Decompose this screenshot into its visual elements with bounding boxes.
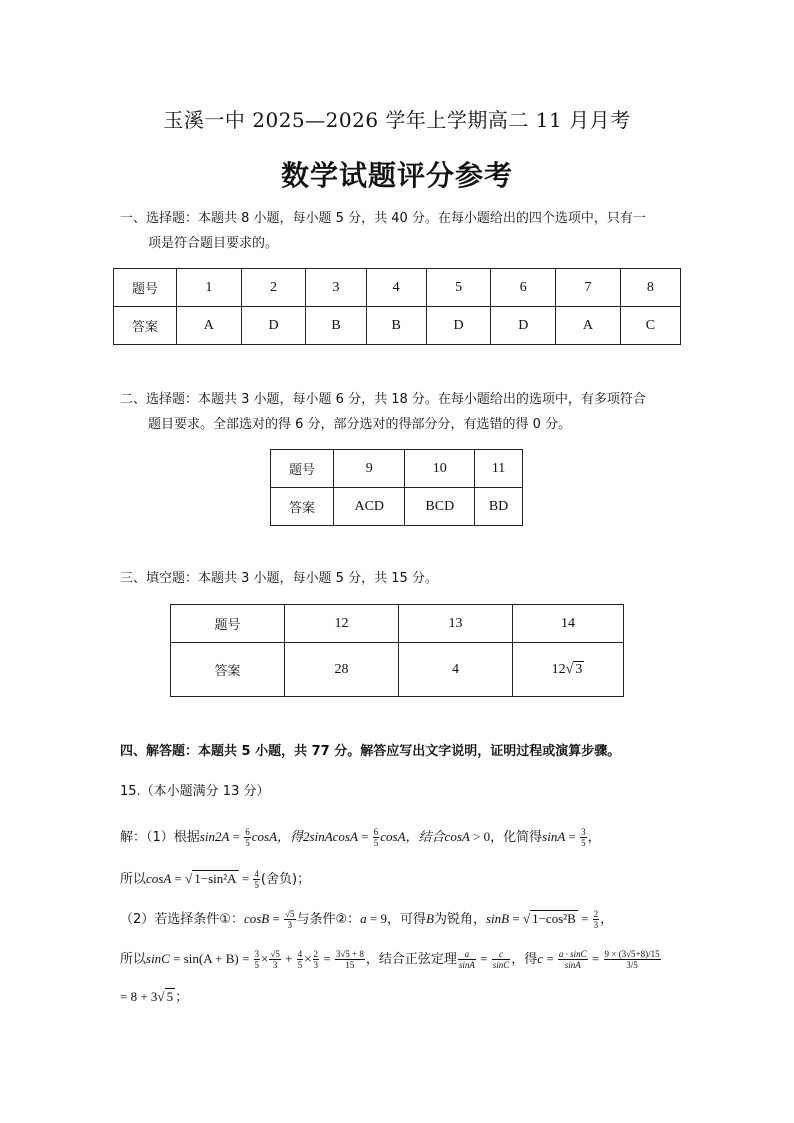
fraction: $\frac{4}{5}$	[297, 949, 303, 970]
answer-cell: D	[491, 307, 556, 345]
math-expr: cosA，结合	[380, 829, 445, 844]
fraction: $\frac{3}{5}$	[581, 827, 586, 848]
solution-text: 解：（1）根据	[120, 830, 200, 845]
solution-text: > 0，化简得	[469, 829, 543, 844]
section2-heading-line1: 二、选择题：本题共 3 小题，每小题 6 分，共 18 分。在每小题给出的选项中，有多项符合	[120, 392, 646, 407]
fraction: $\frac{6}{5}$	[245, 827, 250, 848]
solution-text: 所以	[120, 952, 147, 967]
solution-line-1: 解：（1）根据sin2A = $\frac{6}{5}$ cosA，得2sinAcosA = $\frac{6}{5}$ cosA，结合cosA > 0，化简得sinA = $\frac{3}{5}$ ，	[120, 827, 601, 848]
sqrt-symbol: √ 3	[565, 661, 583, 677]
solution-text: ，得	[511, 952, 538, 967]
answer-cell: BCD	[405, 488, 475, 526]
math-expr: cosA	[146, 871, 172, 886]
fraction: $\frac{a}{\sin A}$	[458, 949, 475, 970]
answer-coefficient: 12	[551, 661, 566, 677]
section2-heading	[120, 387, 680, 437]
fraction: $\frac{2}{3}$	[313, 949, 319, 970]
sqrt-radicand: 3	[575, 661, 583, 677]
math-expr: cosB	[243, 911, 270, 926]
section2-heading-line2: 题目要求。全部选对的得 6 分，部分选对的得部分分，有选错的得 0 分。	[148, 417, 572, 432]
question-number-cell: 9	[334, 450, 405, 488]
section1-heading-line2: 项是符合题目要求的。	[148, 236, 279, 251]
row-label-number: 题号	[271, 450, 334, 488]
table-row-answers	[271, 488, 523, 526]
document-title: 数学试题评分参考	[280, 159, 513, 192]
math-expr: = 8 + 3	[120, 989, 158, 1004]
answer-cell: 4	[399, 643, 513, 697]
math-expr: B	[426, 911, 434, 926]
question-number-cell: 8	[620, 269, 680, 307]
sqrt-radicand: 1−cos²B	[532, 911, 576, 926]
question-number-cell: 7	[556, 269, 621, 307]
question-number-cell: 14	[513, 605, 624, 643]
row-label-answer: 答案	[171, 643, 285, 697]
fraction: $\frac{√5}{3}$	[270, 949, 280, 970]
section2-answer-table	[270, 449, 523, 526]
question-number-cell: 12	[285, 605, 399, 643]
question-number-cell: 2	[241, 269, 306, 307]
math-expr: sinAcosA	[309, 829, 358, 844]
section1-answer-table	[113, 268, 681, 345]
fraction: $\frac{3}{5}$	[254, 949, 260, 970]
solution-text: （2）若选择条件①：	[120, 912, 244, 927]
fraction: $\frac{c}{\sin C}$	[492, 949, 510, 970]
fraction: $\frac{9 \times (3√5+8)/15}{3/5}$	[604, 949, 660, 970]
table-row-numbers	[114, 269, 681, 307]
solution-text: ，结合正弦定理	[365, 952, 457, 967]
math-expr: cosA，得2	[251, 829, 310, 844]
question-number-cell: 11	[475, 450, 523, 488]
section3-heading-line1: 三、填空题：本题共 3 小题，每小题 5 分，共 15 分。	[120, 571, 438, 586]
fraction: $\frac{3√5 + 8}{15}$	[335, 949, 364, 970]
answer-cell: C	[620, 307, 680, 345]
solution-text: 为锐角，	[433, 912, 486, 927]
solution-text: (舍负)；	[260, 872, 311, 887]
math-expr: cosA	[444, 829, 470, 844]
math-expr: = sin(A + B) =	[169, 951, 253, 966]
answer-cell: ACD	[334, 488, 405, 526]
table-row-answers	[114, 307, 681, 345]
question-number-cell: 10	[405, 450, 475, 488]
sqrt-symbol: √ 1−sin²A	[185, 871, 237, 886]
fraction: $\frac{4}{5}$	[254, 869, 259, 890]
section1-heading-line1: 一、选择题：本题共 8 小题，每小题 5 分，共 40 分。在每小题给出的四个选项中，只有一	[120, 211, 646, 226]
answer-cell: A	[177, 307, 242, 345]
solution-text: 所以	[120, 872, 147, 887]
fraction: $\frac{a \cdot \sin C}{\sin A}$	[558, 949, 587, 970]
math-expr: c	[537, 951, 544, 966]
answer-cell: D	[426, 307, 491, 345]
row-label-answer: 答案	[114, 307, 177, 345]
fraction: $\frac{6}{5}$	[373, 827, 379, 848]
math-expr: sin2A	[199, 829, 230, 844]
question-number-cell: 13	[399, 605, 513, 643]
question-number-cell: 5	[426, 269, 491, 307]
section3-answer-table	[170, 604, 624, 697]
solution-text: = 9，可得	[366, 911, 427, 926]
fraction: $\frac{2}{3}$	[593, 909, 599, 930]
question-number-cell: 6	[491, 269, 556, 307]
table-row-answers	[171, 643, 624, 697]
answer-cell: B	[306, 307, 366, 345]
sqrt-symbol: √ 1−cos²B	[522, 911, 576, 926]
answer-cell-14	[513, 643, 624, 697]
fraction: $\frac{√5}{3}$	[285, 909, 295, 930]
section1-heading	[120, 206, 680, 256]
answer-cell: A	[556, 307, 621, 345]
solution-text: 与条件②：	[296, 912, 361, 927]
question-number-cell: 3	[306, 269, 366, 307]
question-number-cell: 4	[366, 269, 426, 307]
answer-cell: D	[241, 307, 306, 345]
exam-title: 玉溪一中 2025—2026 学年上学期高二 11 月月考	[163, 108, 631, 132]
solution-line-3: （2）若选择条件①：cosB = $\frac{√5}{3}$ 与条件②：a = 9，可得B为锐角，sinB = √ 1−cos²B = $\frac{2}{3}$ ，	[120, 909, 614, 930]
table-row-numbers	[171, 605, 624, 643]
table-row-numbers	[271, 450, 523, 488]
answer-cell: 28	[285, 643, 399, 697]
question15-title: 15.（本小题满分 13 分）	[120, 784, 270, 799]
row-label-number: 题号	[114, 269, 177, 307]
section3-heading	[120, 566, 680, 591]
answer-cell: B	[366, 307, 426, 345]
row-label-answer: 答案	[271, 488, 334, 526]
math-expr: sinA	[542, 829, 566, 844]
solution-line-2: 所以cosA = √ 1−sin²A = $\frac{4}{5}$ (舍负)；	[120, 869, 311, 890]
sqrt-symbol: √ 5	[157, 989, 174, 1004]
sqrt-radicand: 1−sin²A	[194, 871, 237, 886]
question-number-cell: 1	[177, 269, 242, 307]
section4-heading: 四、解答题：本题共 5 小题，共 77 分。解答应写出文字说明，证明过程或演算步骤。	[120, 744, 621, 759]
math-expr: a	[360, 911, 367, 926]
math-expr: sinB	[485, 911, 510, 926]
solution-line-4: 所以sinC = sin(A + B) = $\frac{3}{5}$ × $\frac{√5}{3}$ + $\frac{4}{5}$ × $\frac{2}{3}$ = $\frac{3√5 + 8}{15}$ ，结合正弦定理 $\frac{a}{\sin A}$ = $\frac{c}{\sin C}$ ，得c = $\frac{a \cdot \sin C}{\sin A}$ = $\frac{9 \times (3√5+8)/15}{3/5}$	[120, 949, 660, 970]
solution-line-5: = 8 + 3√ 5 ；	[120, 989, 189, 1005]
row-label-number: 题号	[171, 605, 285, 643]
answer-cell: BD	[475, 488, 523, 526]
math-expr: sinC	[146, 951, 170, 966]
